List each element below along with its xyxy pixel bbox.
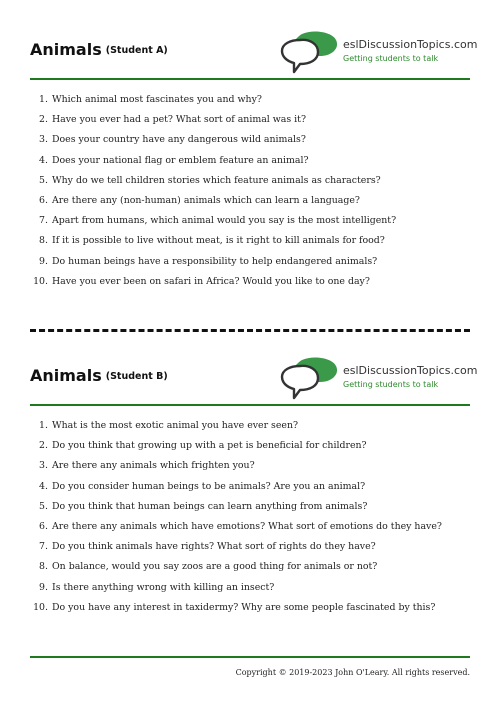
speech-bubbles-icon [280, 356, 342, 402]
brand-logo [280, 356, 478, 402]
question-item: 3. Are there any animals which frighten you? [39, 460, 255, 472]
footer-divider [30, 656, 470, 658]
title-text: Animals [30, 40, 102, 59]
question-item: 8. On balance, would you say zoos are a good thing for animals or not? [39, 561, 378, 573]
page-title [30, 40, 168, 59]
question-item: 1. What is the most exotic animal you have ever seen? [39, 420, 299, 431]
question-list [30, 90, 470, 292]
question-item: 8. If it is possible to live without meat, is it right to kill animals for food? [39, 235, 385, 247]
question-item: 7. Apart from humans, which animal would you say is the most intelligent? [39, 215, 397, 227]
question-item: 6. Are there any animals which have emotions? What sort of emotions do they have? [39, 521, 442, 533]
question-item: 4. Do you consider human beings to be animals? Are you an animal? [39, 480, 366, 492]
student-b-section [30, 354, 478, 618]
question-item: 6. Are there any (non-human) animals which can learn a language? [39, 195, 360, 207]
question-item: 2. Do you think that growing up with a pet is beneficial for children? [39, 440, 367, 452]
student-a-section [30, 28, 478, 292]
question-item: 7. Do you think animals have rights? What sort of rights do they have? [39, 541, 376, 553]
question-item: 5. Do you think that human beings can learn anything from animals? [39, 500, 368, 512]
student-label: (Student A) [105, 45, 168, 56]
question-list [30, 416, 470, 618]
student-label: (Student B) [105, 371, 168, 382]
question-item: 3. Does your country have any dangerous wild animals? [39, 134, 306, 146]
brand-tagline: Getting students to talk [343, 380, 439, 389]
page-title [30, 366, 168, 385]
question-item: 10. Have you ever been on safari in Africa? Would you like to one day? [33, 275, 370, 287]
header-divider [30, 78, 470, 80]
question-item: 9. Do human beings have a responsibility to help endangered animals? [39, 255, 378, 267]
question-item: 10. Do you have any interest in taxidermy? Why are some people fascinated by this? [33, 601, 436, 613]
brand-name: eslDiscussionTopics.com [343, 38, 478, 51]
question-item: 1. Which animal most fascinates you and why? [39, 94, 262, 105]
question-item: 5. Why do we tell children stories which feature animals as characters? [39, 174, 381, 186]
brand-logo [280, 30, 478, 76]
student-b-header [30, 354, 478, 404]
question-item: 9. Is there anything wrong with killing an insect? [39, 581, 275, 593]
question-item: 2. Have you ever had a pet? What sort of animal was it? [39, 114, 306, 126]
title-text: Animals [30, 366, 102, 385]
question-item: 4. Does your national flag or emblem feature an animal? [39, 154, 309, 166]
copyright-notice: Copyright © 2019-2023 John O'Leary. All rights reserved. [235, 668, 470, 677]
brand-tagline: Getting students to talk [343, 54, 439, 63]
speech-bubbles-icon [280, 30, 342, 76]
brand-name: eslDiscussionTopics.com [343, 364, 478, 377]
student-a-header [30, 28, 478, 78]
cut-line-divider [30, 329, 470, 332]
header-divider [30, 404, 470, 406]
